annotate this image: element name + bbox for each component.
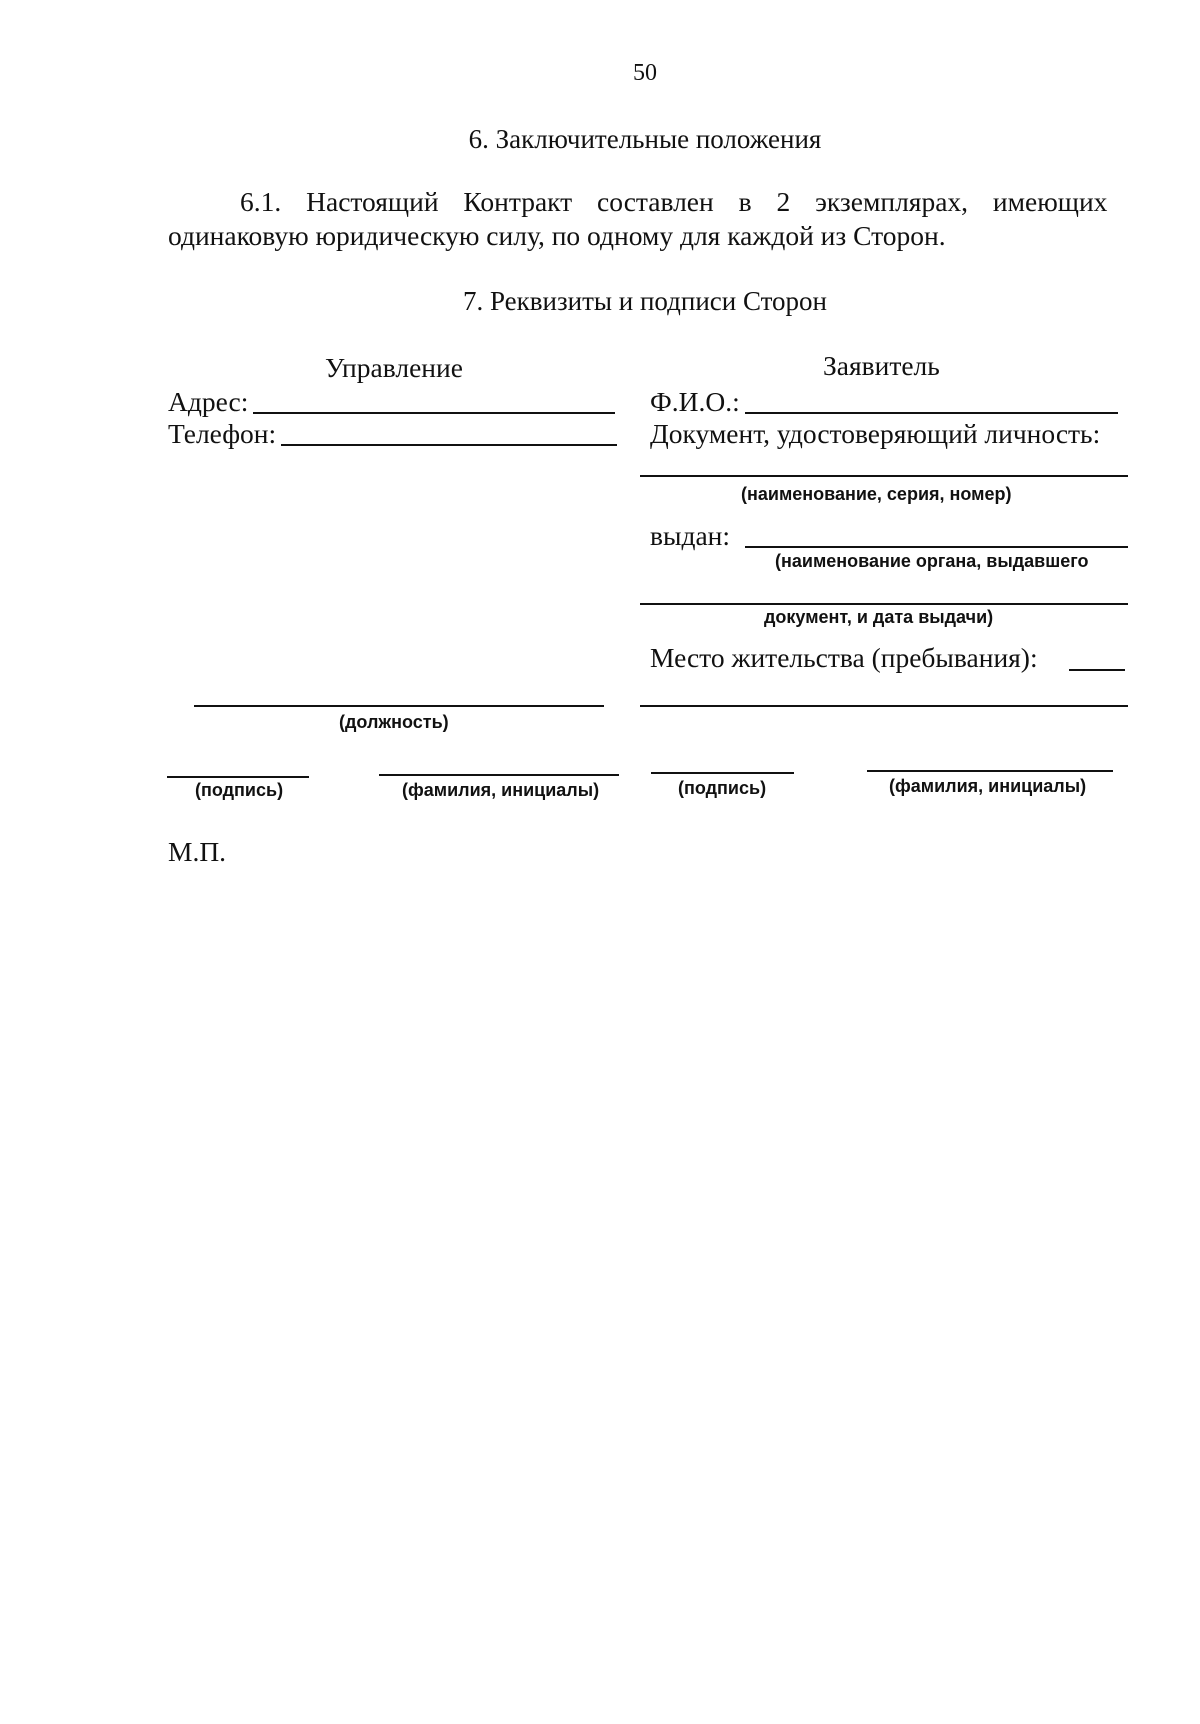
issued-label: выдан: <box>650 520 731 551</box>
position-field-line <box>194 705 604 707</box>
paragraph-line1-text: 6.1. Настоящий Контракт составлен в 2 экземплярах, имеющих <box>240 186 1108 217</box>
section-6-heading: 6. Заключительные положения <box>468 124 822 154</box>
residence-field-line-2 <box>640 705 1128 707</box>
right-name-line <box>867 770 1113 772</box>
left-name-caption: (фамилия, инициалы) <box>402 780 600 800</box>
left-signature-line <box>167 776 309 778</box>
page-number: 50 <box>633 60 657 86</box>
stamp-label: М.П. <box>168 836 227 867</box>
id-document-field-line <box>640 475 1128 477</box>
id-document-caption: (наименование, серия, номер) <box>741 484 1012 504</box>
section-6-paragraph-line1 <box>240 186 1130 218</box>
right-party-title: Заявитель <box>823 350 940 381</box>
section-7-heading: 7. Реквизиты и подписи Сторон <box>463 286 827 316</box>
left-signature-caption: (подпись) <box>195 780 284 800</box>
position-caption: (должность) <box>339 712 449 732</box>
issued-field-line <box>745 546 1128 548</box>
residence-label: Место жительства (пребывания): <box>650 642 1038 673</box>
address-label: Адрес: <box>168 386 249 417</box>
right-name-caption: (фамилия, инициалы) <box>889 776 1087 796</box>
right-signature-caption: (подпись) <box>678 778 767 798</box>
address-field-line <box>253 412 615 414</box>
fio-label: Ф.И.О.: <box>650 386 740 417</box>
issued-caption-1: (наименование органа, выдавшего <box>775 551 1089 571</box>
issued-caption-2: документ, и дата выдачи) <box>764 607 994 627</box>
id-document-label: Документ, удостоверяющий личность: <box>650 418 1101 449</box>
left-name-line <box>379 774 619 776</box>
phone-label: Телефон: <box>168 418 277 449</box>
fio-field-line <box>745 412 1118 414</box>
section-6-paragraph-line2: одинаковую юридическую силу, по одному для каждой из Сторон. <box>168 220 946 251</box>
right-signature-line <box>651 772 794 774</box>
phone-field-line <box>281 444 617 446</box>
residence-field-line <box>1069 669 1125 671</box>
left-party-title: Управление <box>325 352 463 383</box>
issued-field-line-2 <box>640 603 1128 605</box>
